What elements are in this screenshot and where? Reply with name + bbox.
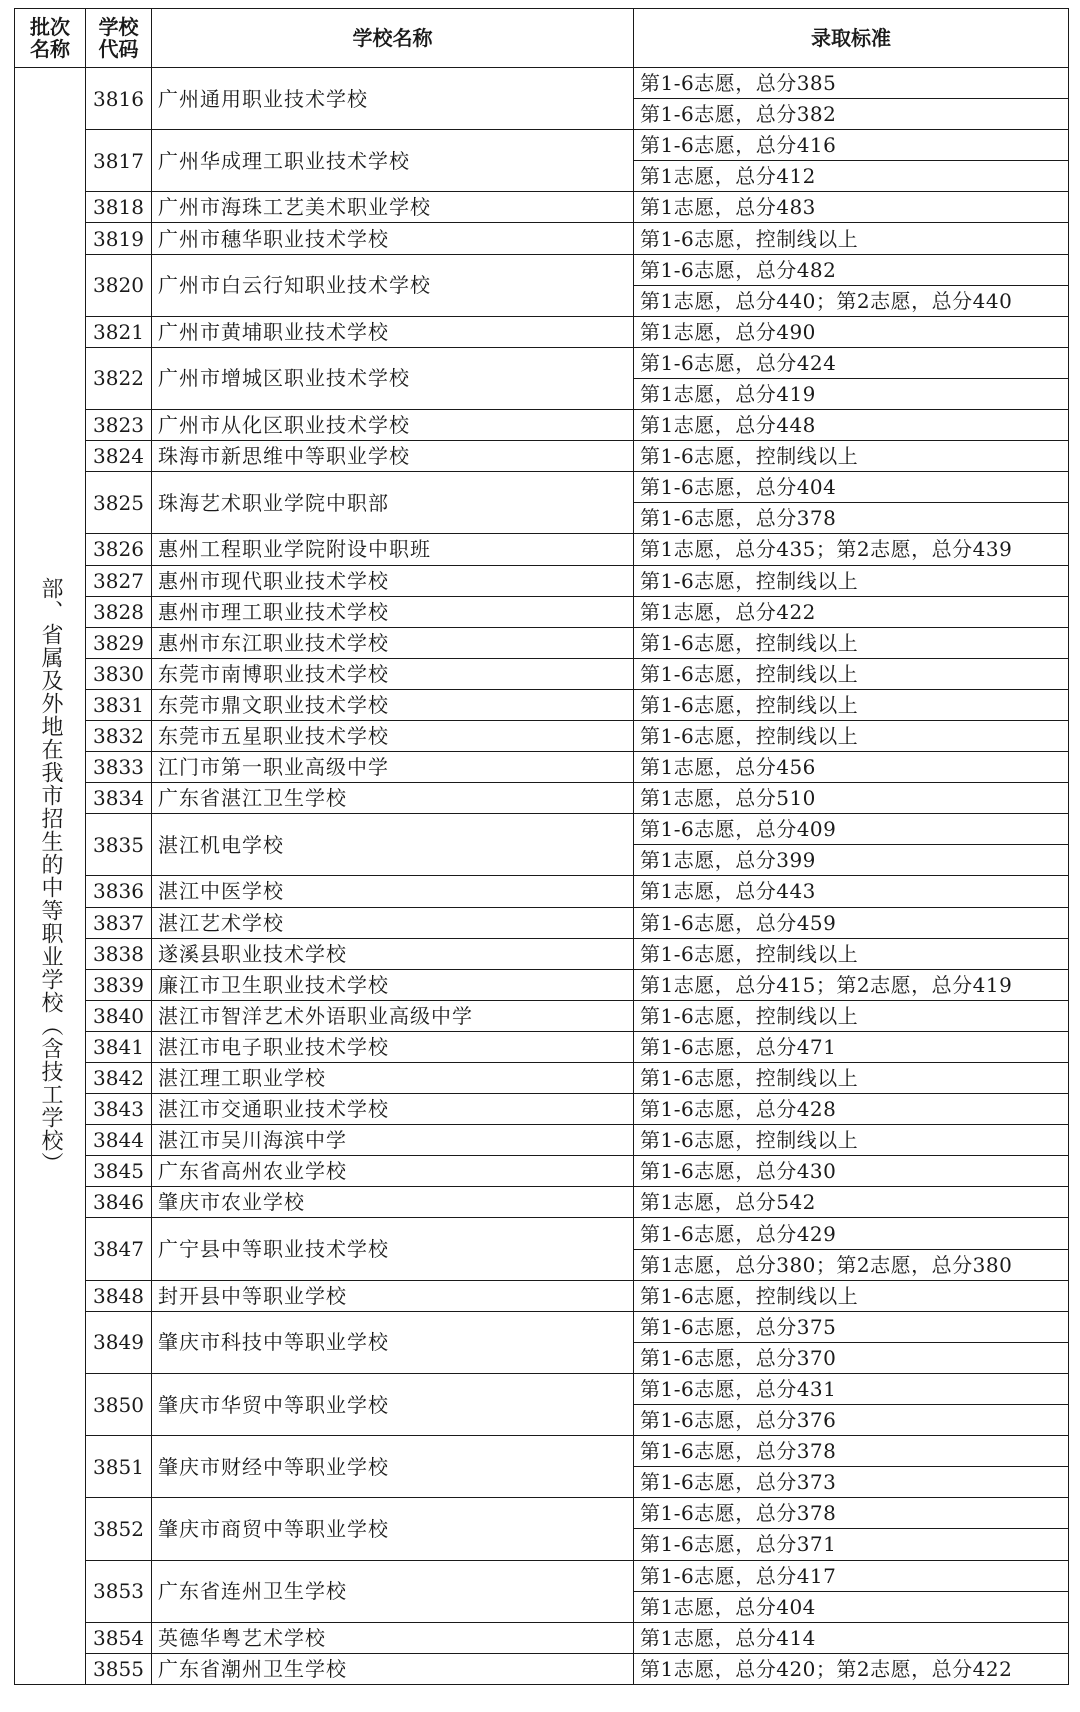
school-name: 湛江市智洋艺术外语职业高级中学	[152, 1000, 634, 1031]
admission-standard: 第1-6志愿，总分429	[634, 1218, 1069, 1249]
school-name: 珠海市新思维中等职业学校	[152, 441, 634, 472]
school-name: 廉江市卫生职业技术学校	[152, 969, 634, 1000]
school-name: 惠州工程职业学院附设中职班	[152, 534, 634, 565]
admission-standard: 第1志愿，总分420；第2志愿，总分422	[634, 1653, 1069, 1684]
school-name: 广东省高州农业学校	[152, 1156, 634, 1187]
school-code: 3846	[86, 1187, 152, 1218]
table-row	[15, 130, 1069, 161]
admission-standard: 第1-6志愿，总分373	[634, 1467, 1069, 1498]
admission-standard: 第1志愿，总分419	[634, 378, 1069, 409]
school-code: 3838	[86, 938, 152, 969]
header-code-line2: 代码	[98, 37, 139, 61]
school-name: 东莞市鼎文职业技术学校	[152, 689, 634, 720]
table-row	[15, 596, 1069, 627]
school-name: 广州市从化区职业技术学校	[152, 410, 634, 441]
school-name: 广州市海珠工艺美术职业学校	[152, 192, 634, 223]
admission-standard: 第1-6志愿，总分417	[634, 1560, 1069, 1591]
admission-standard: 第1-6志愿，总分416	[634, 130, 1069, 161]
school-code: 3829	[86, 627, 152, 658]
table-row	[15, 1436, 1069, 1467]
school-name: 肇庆市财经中等职业学校	[152, 1436, 634, 1498]
school-name: 惠州市现代职业技术学校	[152, 565, 634, 596]
table-row	[15, 1498, 1069, 1529]
school-code: 3842	[86, 1063, 152, 1094]
table-row	[15, 1560, 1069, 1591]
table-row	[15, 907, 1069, 938]
school-name: 肇庆市科技中等职业学校	[152, 1311, 634, 1373]
admission-standard: 第1-6志愿，总分428	[634, 1094, 1069, 1125]
admission-standard: 第1-6志愿，控制线以上	[634, 441, 1069, 472]
school-name: 英德华粤艺术学校	[152, 1622, 634, 1653]
table-row	[15, 1280, 1069, 1311]
admission-standard: 第1-6志愿，总分371	[634, 1529, 1069, 1560]
table-row	[15, 1653, 1069, 1684]
school-name: 湛江机电学校	[152, 814, 634, 876]
table-row	[15, 68, 1069, 99]
school-name: 广州通用职业技术学校	[152, 68, 634, 130]
admission-standard: 第1-6志愿，总分382	[634, 99, 1069, 130]
admission-standard: 第1-6志愿，控制线以上	[634, 565, 1069, 596]
table-row	[15, 1063, 1069, 1094]
header-batch	[15, 9, 86, 68]
admission-standard: 第1志愿，总分412	[634, 161, 1069, 192]
admission-standard: 第1-6志愿，总分376	[634, 1405, 1069, 1436]
admission-standard: 第1-6志愿，总分409	[634, 814, 1069, 845]
school-code: 3835	[86, 814, 152, 876]
admission-standard: 第1-6志愿，控制线以上	[634, 223, 1069, 254]
school-code: 3855	[86, 1653, 152, 1684]
school-code: 3831	[86, 689, 152, 720]
admission-standard: 第1-6志愿，总分459	[634, 907, 1069, 938]
school-name: 珠海艺术职业学院中职部	[152, 472, 634, 534]
admission-standard: 第1志愿，总分448	[634, 410, 1069, 441]
school-code: 3830	[86, 658, 152, 689]
header-standard: 录取标准	[634, 9, 1069, 68]
table-row	[15, 565, 1069, 596]
admission-standard: 第1志愿，总分422	[634, 596, 1069, 627]
table-row	[15, 223, 1069, 254]
admission-standard: 第1志愿，总分414	[634, 1622, 1069, 1653]
school-code: 3827	[86, 565, 152, 596]
table-row	[15, 969, 1069, 1000]
school-name: 湛江理工职业学校	[152, 1063, 634, 1094]
table-row	[15, 254, 1069, 285]
table-row	[15, 192, 1069, 223]
school-name: 广东省湛江卫生学校	[152, 783, 634, 814]
admission-standard: 第1-6志愿，总分375	[634, 1311, 1069, 1342]
admission-standard: 第1-6志愿，总分370	[634, 1342, 1069, 1373]
admission-standard: 第1-6志愿，控制线以上	[634, 1280, 1069, 1311]
school-code: 3843	[86, 1094, 152, 1125]
school-code: 3826	[86, 534, 152, 565]
admission-table	[14, 8, 1069, 1685]
table-header-row	[15, 9, 1069, 68]
school-code: 3823	[86, 410, 152, 441]
table-row	[15, 1622, 1069, 1653]
school-name: 湛江市交通职业技术学校	[152, 1094, 634, 1125]
school-code: 3847	[86, 1218, 152, 1280]
admission-standard: 第1-6志愿，控制线以上	[634, 658, 1069, 689]
school-name: 广州华成理工职业技术学校	[152, 130, 634, 192]
header-school-name: 学校名称	[152, 9, 634, 68]
table-row	[15, 534, 1069, 565]
admission-standard: 第1-6志愿，总分431	[634, 1373, 1069, 1404]
admission-standard: 第1志愿，总分443	[634, 876, 1069, 907]
admission-standard: 第1-6志愿，控制线以上	[634, 1125, 1069, 1156]
table-row	[15, 347, 1069, 378]
table-row	[15, 938, 1069, 969]
school-name: 广东省潮州卫生学校	[152, 1653, 634, 1684]
admission-standard: 第1志愿，总分483	[634, 192, 1069, 223]
school-code: 3832	[86, 720, 152, 751]
school-name: 遂溪县职业技术学校	[152, 938, 634, 969]
table-row	[15, 689, 1069, 720]
school-name: 江门市第一职业高级中学	[152, 752, 634, 783]
school-code: 3851	[86, 1436, 152, 1498]
school-code: 3850	[86, 1373, 152, 1435]
school-name: 惠州市理工职业技术学校	[152, 596, 634, 627]
admission-standard: 第1志愿，总分490	[634, 316, 1069, 347]
admission-standard: 第1-6志愿，总分482	[634, 254, 1069, 285]
school-code: 3822	[86, 347, 152, 409]
table-row	[15, 1218, 1069, 1249]
table-row	[15, 1031, 1069, 1062]
admission-standard: 第1-6志愿，总分378	[634, 503, 1069, 534]
table-row	[15, 1187, 1069, 1218]
school-name: 湛江艺术学校	[152, 907, 634, 938]
school-name: 惠州市东江职业技术学校	[152, 627, 634, 658]
school-code: 3837	[86, 907, 152, 938]
admission-standard: 第1-6志愿，控制线以上	[634, 689, 1069, 720]
admission-standard: 第1-6志愿，控制线以上	[634, 720, 1069, 751]
school-code: 3834	[86, 783, 152, 814]
table-row	[15, 658, 1069, 689]
school-code: 3841	[86, 1031, 152, 1062]
school-code: 3854	[86, 1622, 152, 1653]
header-code-line1: 学校	[98, 15, 139, 39]
admission-standard: 第1-6志愿，总分424	[634, 347, 1069, 378]
school-code: 3844	[86, 1125, 152, 1156]
admission-standard: 第1志愿，总分404	[634, 1591, 1069, 1622]
table-row	[15, 441, 1069, 472]
school-code: 3840	[86, 1000, 152, 1031]
school-name: 肇庆市商贸中等职业学校	[152, 1498, 634, 1560]
table-row	[15, 1000, 1069, 1031]
school-name: 肇庆市农业学校	[152, 1187, 634, 1218]
school-name: 广东省连州卫生学校	[152, 1560, 634, 1622]
table-row	[15, 1311, 1069, 1342]
school-code: 3828	[86, 596, 152, 627]
admission-standard: 第1-6志愿，总分385	[634, 68, 1069, 99]
table-row	[15, 410, 1069, 441]
school-name: 广州市穗华职业技术学校	[152, 223, 634, 254]
school-code: 3849	[86, 1311, 152, 1373]
table-row	[15, 627, 1069, 658]
school-name: 东莞市南博职业技术学校	[152, 658, 634, 689]
admission-standard: 第1-6志愿，控制线以上	[634, 1000, 1069, 1031]
school-name: 广宁县中等职业技术学校	[152, 1218, 634, 1280]
admission-standard: 第1-6志愿，总分430	[634, 1156, 1069, 1187]
school-name: 广州市增城区职业技术学校	[152, 347, 634, 409]
batch-name-cell	[15, 68, 86, 1685]
school-code: 3818	[86, 192, 152, 223]
table-row	[15, 752, 1069, 783]
admission-standard: 第1-6志愿，控制线以上	[634, 938, 1069, 969]
table-row	[15, 1125, 1069, 1156]
admission-standard: 第1志愿，总分399	[634, 845, 1069, 876]
table-row	[15, 1373, 1069, 1404]
school-code: 3836	[86, 876, 152, 907]
admission-standard: 第1-6志愿，总分378	[634, 1498, 1069, 1529]
school-name: 东莞市五星职业技术学校	[152, 720, 634, 751]
header-batch-line1: 批次	[30, 15, 70, 39]
school-code: 3824	[86, 441, 152, 472]
school-name: 广州市黄埔职业技术学校	[152, 316, 634, 347]
admission-standard: 第1志愿，总分440；第2志愿，总分440	[634, 285, 1069, 316]
school-code: 3839	[86, 969, 152, 1000]
school-name: 湛江市电子职业技术学校	[152, 1031, 634, 1062]
school-code: 3853	[86, 1560, 152, 1622]
school-code: 3833	[86, 752, 152, 783]
school-code: 3852	[86, 1498, 152, 1560]
batch-name-text: 部、省属及外地在我市招生的中等职业学校（含技工学校）	[38, 576, 63, 1175]
admission-standard: 第1-6志愿，总分404	[634, 472, 1069, 503]
table-row	[15, 876, 1069, 907]
header-batch-line2: 名称	[30, 37, 70, 61]
school-code: 3825	[86, 472, 152, 534]
school-name: 封开县中等职业学校	[152, 1280, 634, 1311]
admission-standard: 第1-6志愿，总分471	[634, 1031, 1069, 1062]
school-name: 肇庆市华贸中等职业学校	[152, 1373, 634, 1435]
table-row	[15, 814, 1069, 845]
table-row	[15, 720, 1069, 751]
admission-standard: 第1-6志愿，控制线以上	[634, 627, 1069, 658]
school-code: 3821	[86, 316, 152, 347]
admission-standard: 第1志愿，总分435；第2志愿，总分439	[634, 534, 1069, 565]
admission-standard: 第1-6志愿，总分378	[634, 1436, 1069, 1467]
admission-standard: 第1志愿，总分510	[634, 783, 1069, 814]
school-name: 广州市白云行知职业技术学校	[152, 254, 634, 316]
table-row	[15, 1156, 1069, 1187]
table-row	[15, 472, 1069, 503]
school-code: 3817	[86, 130, 152, 192]
admission-standard: 第1志愿，总分456	[634, 752, 1069, 783]
school-code: 3819	[86, 223, 152, 254]
table-row	[15, 783, 1069, 814]
admission-standard: 第1志愿，总分380；第2志愿，总分380	[634, 1249, 1069, 1280]
admission-standard: 第1志愿，总分542	[634, 1187, 1069, 1218]
header-code	[86, 9, 152, 68]
table-row	[15, 316, 1069, 347]
admission-standard: 第1-6志愿，控制线以上	[634, 1063, 1069, 1094]
table-row	[15, 1094, 1069, 1125]
admission-standard: 第1志愿，总分415；第2志愿，总分419	[634, 969, 1069, 1000]
school-name: 湛江市吴川海滨中学	[152, 1125, 634, 1156]
school-code: 3820	[86, 254, 152, 316]
school-code: 3848	[86, 1280, 152, 1311]
school-name: 湛江中医学校	[152, 876, 634, 907]
school-code: 3845	[86, 1156, 152, 1187]
school-code: 3816	[86, 68, 152, 130]
